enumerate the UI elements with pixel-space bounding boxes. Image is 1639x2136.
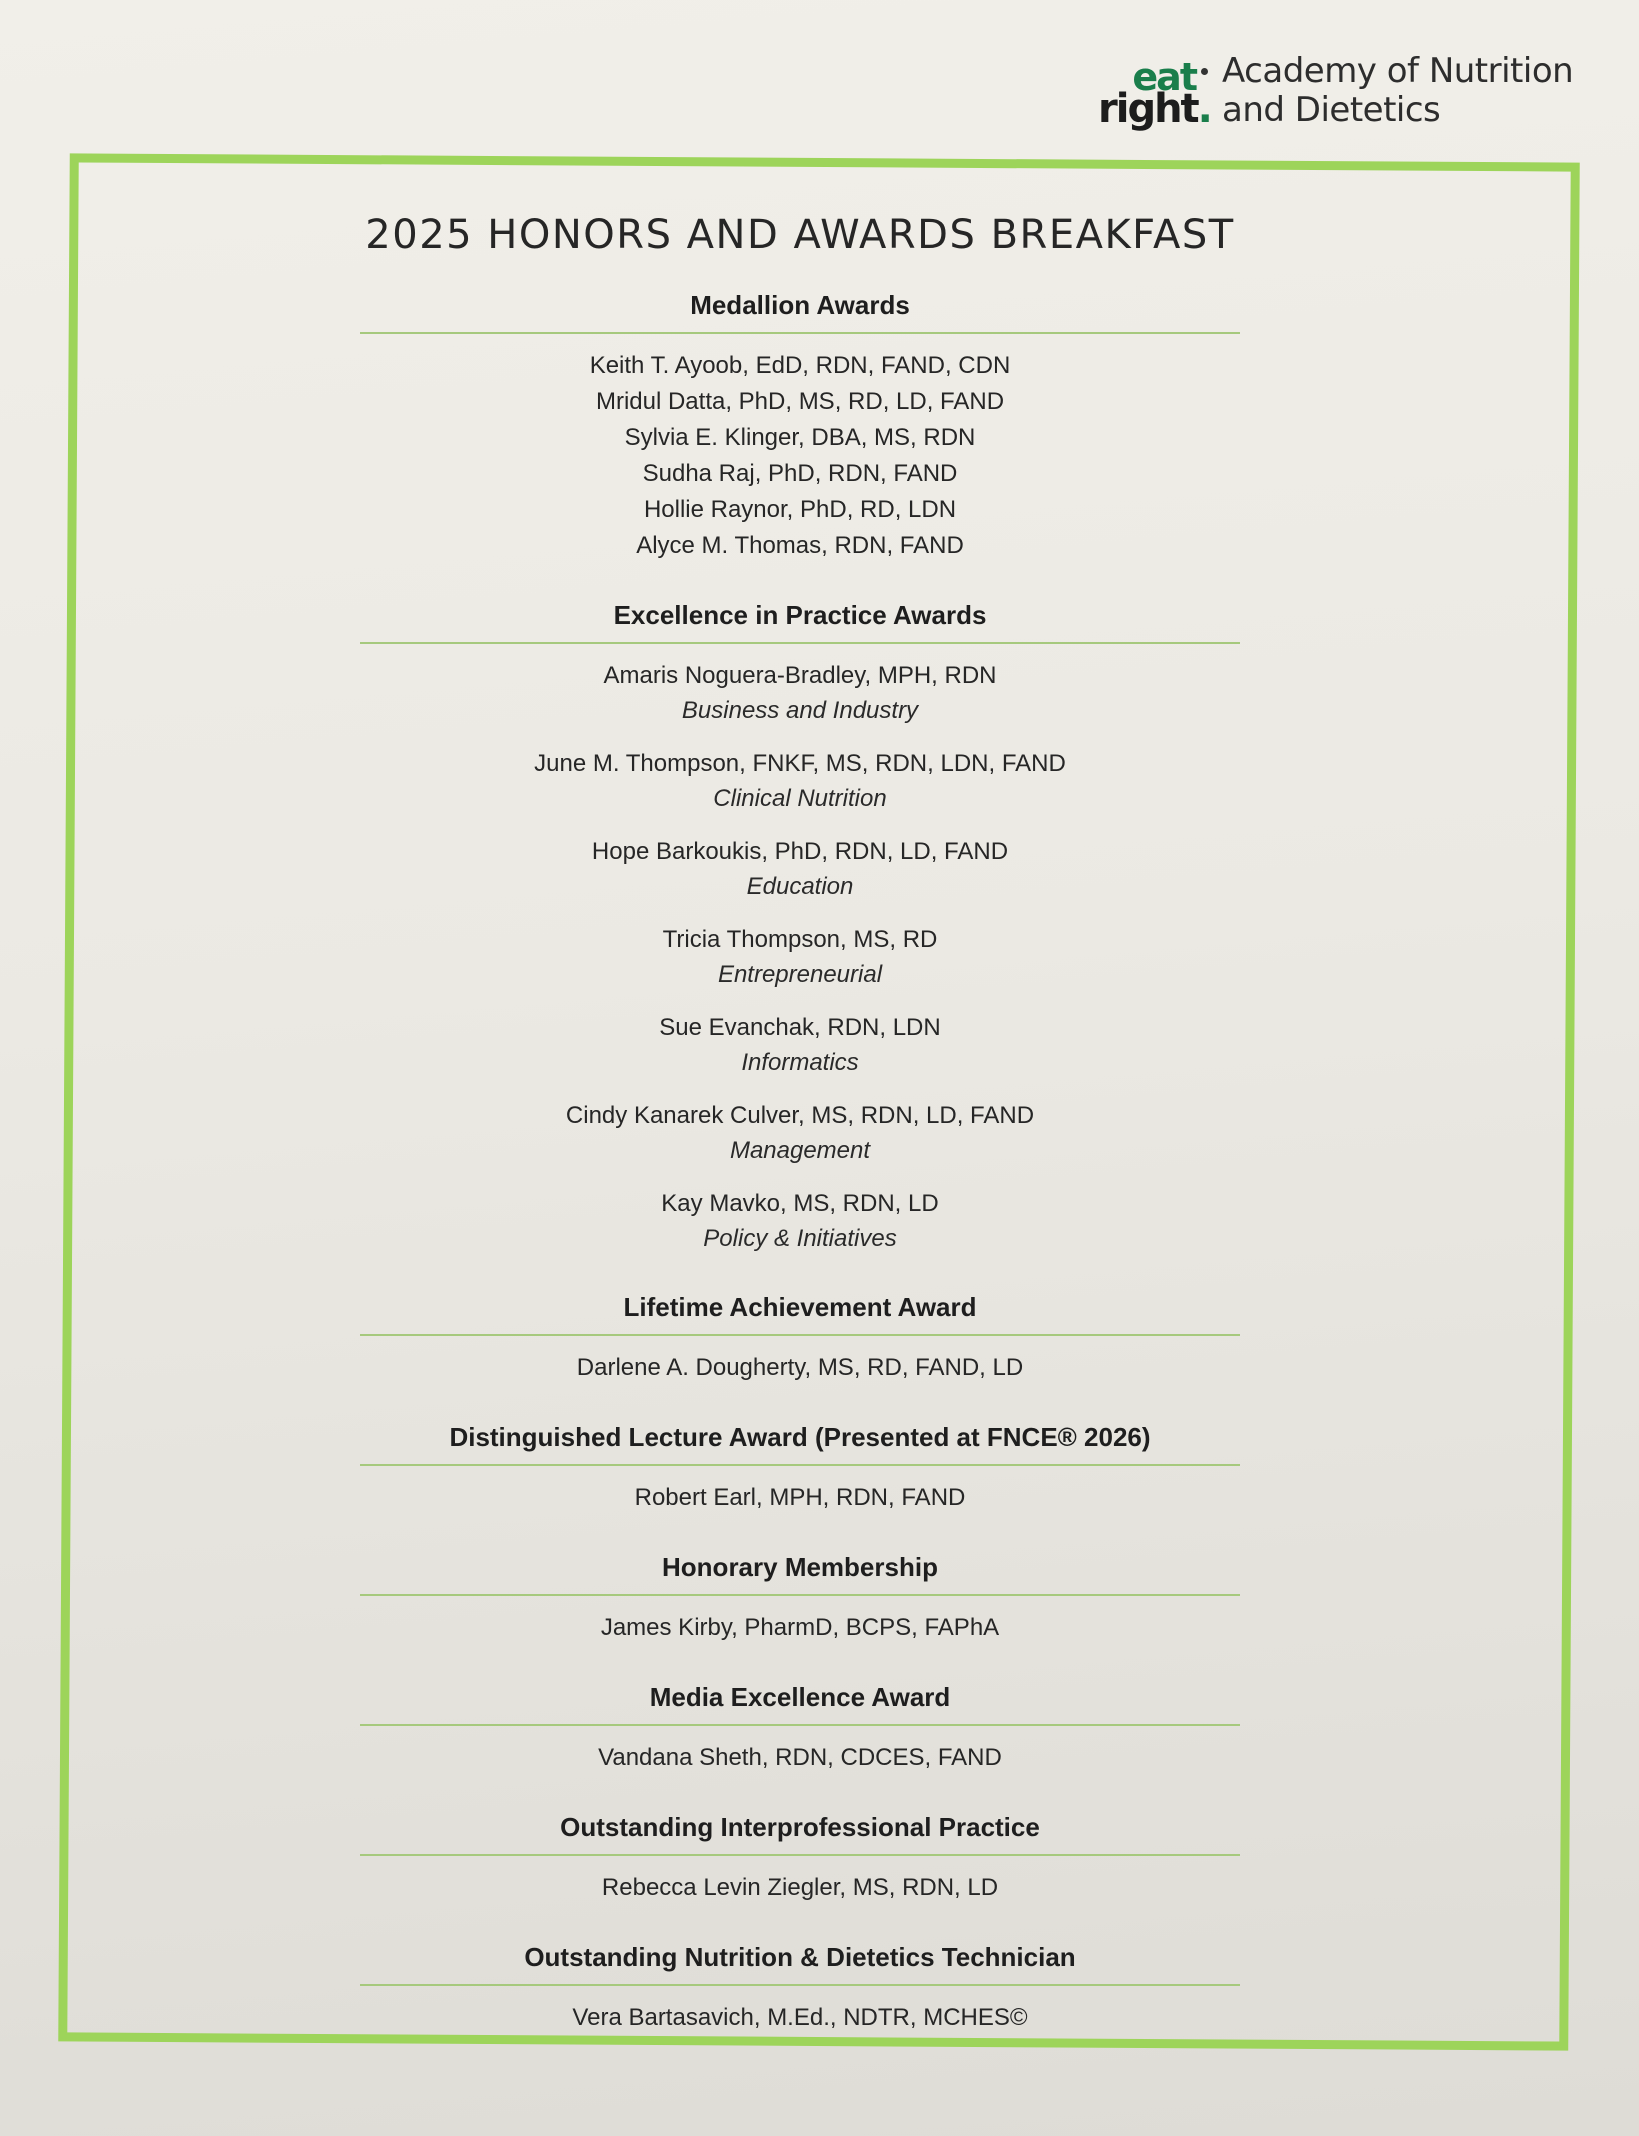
section-dietetics-technician bbox=[300, 1940, 1300, 2036]
honoree-name: Kay Mavko, MS, RDN, LD bbox=[661, 1190, 939, 1217]
section-distinguished-lecture bbox=[300, 1420, 1300, 1516]
section-title: Lifetime Achievement Award bbox=[623, 1292, 977, 1322]
section-spacer bbox=[300, 1906, 1300, 1940]
honoree-name: Robert Earl, MPH, RDN, FAND bbox=[634, 1484, 966, 1511]
honoree-name: Vandana Sheth, RDN, CDCES, FAND bbox=[598, 1744, 1002, 1771]
logo-eat-word: eat bbox=[1132, 55, 1196, 99]
recipient-entry bbox=[300, 922, 1300, 992]
logo-right-word bbox=[1098, 88, 1211, 130]
section-interprofessional-practice bbox=[300, 1810, 1300, 1906]
section-spacer bbox=[300, 1776, 1300, 1810]
honoree-name: Hope Barkoukis, PhD, RDN, LD, FAND bbox=[591, 838, 1009, 865]
honoree-name: Rebecca Levin Ziegler, MS, RDN, LD bbox=[601, 1874, 999, 1901]
honoree-name: Sylvia E. Klinger, DBA, MS, RDN bbox=[624, 424, 976, 451]
section-spacer bbox=[300, 1516, 1300, 1550]
award-category: Clinical Nutrition bbox=[713, 785, 887, 812]
honoree-name: June M. Thompson, FNKF, MS, RDN, LDN, FAND bbox=[534, 750, 1066, 777]
recipient-entry bbox=[300, 658, 1300, 728]
section-media-excellence bbox=[300, 1680, 1300, 1776]
section-divider bbox=[360, 1724, 1240, 1726]
logo-right-text: right bbox=[1098, 86, 1198, 132]
honoree-name: James Kirby, PharmD, BCPS, FAPhA bbox=[600, 1614, 1000, 1641]
organization-name-line1: Academy of Nutrition bbox=[1222, 51, 1574, 91]
page-title: 2025 HONORS AND AWARDS BREAKFAST bbox=[365, 212, 1235, 258]
recipient-entry bbox=[300, 1186, 1300, 1256]
honoree-name: Mridul Datta, PhD, MS, RD, LD, FAND bbox=[595, 388, 1005, 415]
honoree-name: Cindy Kanarek Culver, MS, RDN, LD, FAND bbox=[565, 1102, 1035, 1129]
section-excellence-in-practice bbox=[300, 598, 1300, 1256]
honoree-name: Vera Bartasavich, M.Ed., NDTR, MCHES© bbox=[572, 2004, 1028, 2031]
award-category: Informatics bbox=[741, 1049, 859, 1076]
section-divider bbox=[360, 1984, 1240, 1986]
recipient-entry bbox=[300, 746, 1300, 816]
honoree-name: Darlene A. Dougherty, MS, RD, FAND, LD bbox=[576, 1354, 1024, 1381]
registered-mark-icon bbox=[1201, 68, 1208, 75]
section-title: Outstanding Nutrition & Dietetics Technician bbox=[524, 1942, 1076, 1972]
section-title: Distinguished Lecture Award (Presented at FNCE® 2026) bbox=[449, 1422, 1151, 1452]
award-category: Entrepreneurial bbox=[717, 961, 883, 988]
organization-name-line2: and Dietetics bbox=[1222, 90, 1441, 130]
honoree-name: Hollie Raynor, PhD, RD, LDN bbox=[643, 496, 957, 523]
logo-dot: . bbox=[1197, 86, 1211, 132]
section-lifetime-achievement bbox=[300, 1290, 1300, 1386]
award-category: Education bbox=[746, 873, 854, 900]
section-honorary-membership bbox=[300, 1550, 1300, 1646]
section-medallion-awards bbox=[300, 288, 1300, 564]
honoree-name: Amaris Noguera-Bradley, MPH, RDN bbox=[603, 662, 997, 689]
section-title: Media Excellence Award bbox=[649, 1682, 951, 1712]
organization-name bbox=[1222, 52, 1573, 130]
section-spacer bbox=[300, 1386, 1300, 1420]
program-content bbox=[300, 210, 1300, 2036]
honoree-name: Tricia Thompson, MS, RD bbox=[662, 926, 938, 953]
recipient-entry bbox=[300, 1010, 1300, 1080]
recipient-entry bbox=[300, 1098, 1300, 1168]
recipient-entry bbox=[300, 834, 1300, 904]
section-spacer bbox=[300, 564, 1300, 598]
section-divider bbox=[360, 1854, 1240, 1856]
section-spacer bbox=[300, 1256, 1300, 1290]
section-divider bbox=[360, 1594, 1240, 1596]
honoree-name: Sue Evanchak, RDN, LDN bbox=[659, 1014, 941, 1041]
honoree-name: Keith T. Ayoob, EdD, RDN, FAND, CDN bbox=[589, 352, 1011, 379]
section-divider bbox=[360, 332, 1240, 334]
section-spacer bbox=[300, 1646, 1300, 1680]
award-category: Policy & Initiatives bbox=[703, 1225, 897, 1252]
award-category: Management bbox=[729, 1137, 871, 1164]
honoree-name: Sudha Raj, PhD, RDN, FAND bbox=[642, 460, 958, 487]
section-divider bbox=[360, 1334, 1240, 1336]
eatright-logo-mark bbox=[1096, 55, 1211, 138]
honoree-name: Alyce M. Thomas, RDN, FAND bbox=[636, 532, 964, 559]
section-title: Medallion Awards bbox=[690, 290, 910, 320]
eatright-logo bbox=[1096, 52, 1596, 138]
section-divider bbox=[360, 1464, 1240, 1466]
section-title: Excellence in Practice Awards bbox=[613, 600, 987, 630]
section-title: Honorary Membership bbox=[662, 1552, 938, 1582]
award-category: Business and Industry bbox=[681, 697, 919, 724]
section-divider bbox=[360, 642, 1240, 644]
section-title: Outstanding Interprofessional Practice bbox=[560, 1812, 1040, 1842]
